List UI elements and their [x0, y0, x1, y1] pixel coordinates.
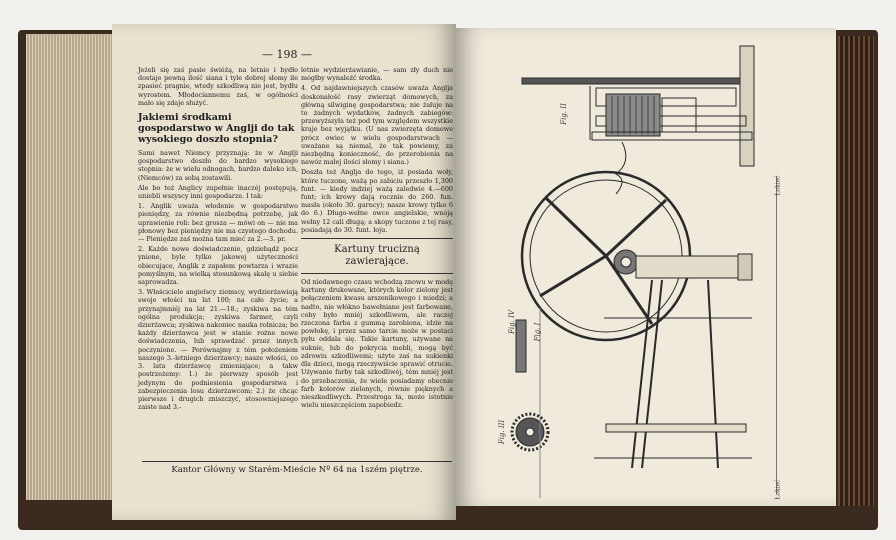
left-column [138, 66, 298, 413]
small-bar-figure [516, 320, 526, 372]
paragraph: Doszła też Anglja do tego, iż posiada woły, które tuczone, ważą po zabiciu przeszło 1,300 funt. — kiedy indziej ważą zaledwie 4.—600 funt; ich krowy dają rocznie do 260. fun. masła (około 30. garncy); nasze krowy tylko 6 do 6.) Długo-wełne owce angielskie, wnóją wełny 12 cali długą; a skopy tuczone z tej rasy, posiadają do 30. funt. łoju. [301, 168, 453, 234]
page-edges [26, 34, 122, 500]
paragraph: 4. Od najdawniejszych czasów uważa Anglja doskonałość rasy zwierząt domowych, za główną silwiginę gospodarstwa; nie żałuje na to żadnych wydatków, żadnych zabiegów: przewyższyła też pod tym względem wszystkie kraje bez wyjątku. (U nas zwierzęta domowe prócz owiec w wielu gospodarstwach — uważane są niemal, że tak powiemy, za niezbędną konieczność, do przerobienia na nawóz małej ilości słomy i siana.) [301, 84, 453, 167]
page-number: — 198 — [262, 48, 312, 61]
machine-figure-top [522, 46, 754, 194]
article-continuation [301, 66, 453, 234]
fig-label-2: Fig. II [559, 103, 568, 125]
paragraph: Ale bo też Anglicy zupełnie inaczéj postępują, uniebli wszyscy inni gospodarze. I tak: [138, 183, 298, 201]
scale-label-bottom: Łokieć [774, 479, 782, 500]
technical-drawing [456, 28, 836, 506]
book-spine-right-edge [838, 36, 874, 506]
paragraph: Od niedawnego czasu wchodzą znowu w modę kartuny drukowane, których kolor zielony jest połączeniem kwasu arszenikowego i miedzi; a nadto, nie włókno bawełniane jest farbowane, coby było mniéj szkodliwem, ale raczej rzeczona farba z gummą zarobiona, idzie na powłokę, i przez samo tarcie może w postaci pyłu oddala się. Takie kartuny, używane na suknie, lub do pokrycia mebli, mogą być zdrowiu szkodliwemi; użyte zaś na sukienki dla dzieci, mogą rzeczywiście sprawić otrucie. Używanie farby tak szkodliwéj, tém mniéj jest do przebaczenia, że wiele posiadamy obecnie farb kolorów zielonych, równie pięknych a nieszkodliwych. Przestroga ta, może istotnie wielu nieszczęściom zapobiedz. [301, 278, 453, 410]
paragraph: 1. Anglik uważa włodenie w gospodarstwo pieniędzy, za równie niezbędną potrzebę, jak uprawienie roli: bez grosza — mówi on — nie ma płonowy bez pieniędzy nie ma czystego dochodu. — Pieniędze zaś można tam mieć za 2.—3. pr. [138, 202, 298, 244]
machine-frame [594, 254, 752, 468]
fig-label-3: Fig. III [498, 419, 507, 445]
paragraph: 3. Właściciele angielscy ziemscy, wydzierżawiają swoje włości na lat 100; na całe życie; a przynajmniéj na lat 21.—18.; zyskiwa na tém ogólna produkcja; zyskiwa farmer, czyli dzierżawca; zyskiwa nakoniec nauka rolnicza; bo każdy dzierżawca jest w stanie rożne nowe doświadczenia, lub sprawdzać przez innych poczynione. — Porównajmy z tém położeniem naszego 3.-letniego dzierżawcy; nasze włości, co 3. lata dzierżawcę zmieniające; a takw postrzeżemy: 1.) że pierwszy sposób jest jedynym do podniesienia gospodarstwa i zabezpieczenia losu dzierżawcom; 2.) że chcąc pierwsze i drugich zniszczyć, stosowniejszego zaiste nad 3.- [138, 288, 298, 412]
intro-paragraphs [138, 66, 298, 107]
article-body [138, 149, 298, 411]
right-column [301, 66, 453, 411]
scale-label-top: Łokieć [774, 175, 782, 196]
paragraph: Sami nawet Niemcy przyznają: że w Anglji gospodarstwo doszło do bardzo wysokiego stopnia: że w wielu odnogach, bardzo daleko ich, (Niemców) za sobą zostawili. [138, 149, 298, 182]
scale-rule [776, 176, 777, 494]
small-gear-figure [512, 414, 548, 450]
article-heading-2: Kartuny trucizną zawierające. [301, 238, 453, 274]
page-footer: Kantor Główny w Starém-Mieście Nº 64 na 1szém piętrze. [142, 461, 452, 475]
article-body-2 [301, 278, 453, 409]
paragraph: letnie wydzierżawianie, — sam zły duch nie mógłby wynaleźć środka. [301, 66, 453, 83]
paragraph: Jeżeli się zaś pasie świéżą, na letnio i hydło dostaje pewną ilość siana i tyle dobrej słomy ile zpasieć pragnie, wtedy szkodliwą nie jest, bydłu wyrostem. Młodociannemu zaś, w ogólności mało się zdaje służyć. [138, 66, 298, 107]
paragraph: 2. Każde nowe doświadczenie, gdziebądź pocz ynione, byle tylko jakowej użyteczności obiecujące, Anglik z zapałem powtarza i wrazie pomyślnym, na wielką stosunkową skalę u siebie saprowadza. [138, 245, 298, 287]
article-heading: Jakiemi środkami gospodarstwo w Anglji do tak wysokiego doszło stopnia? [138, 112, 295, 146]
fig-label-1: Fig. I [533, 322, 542, 342]
fig-label-4: Fig. IV [507, 310, 516, 334]
